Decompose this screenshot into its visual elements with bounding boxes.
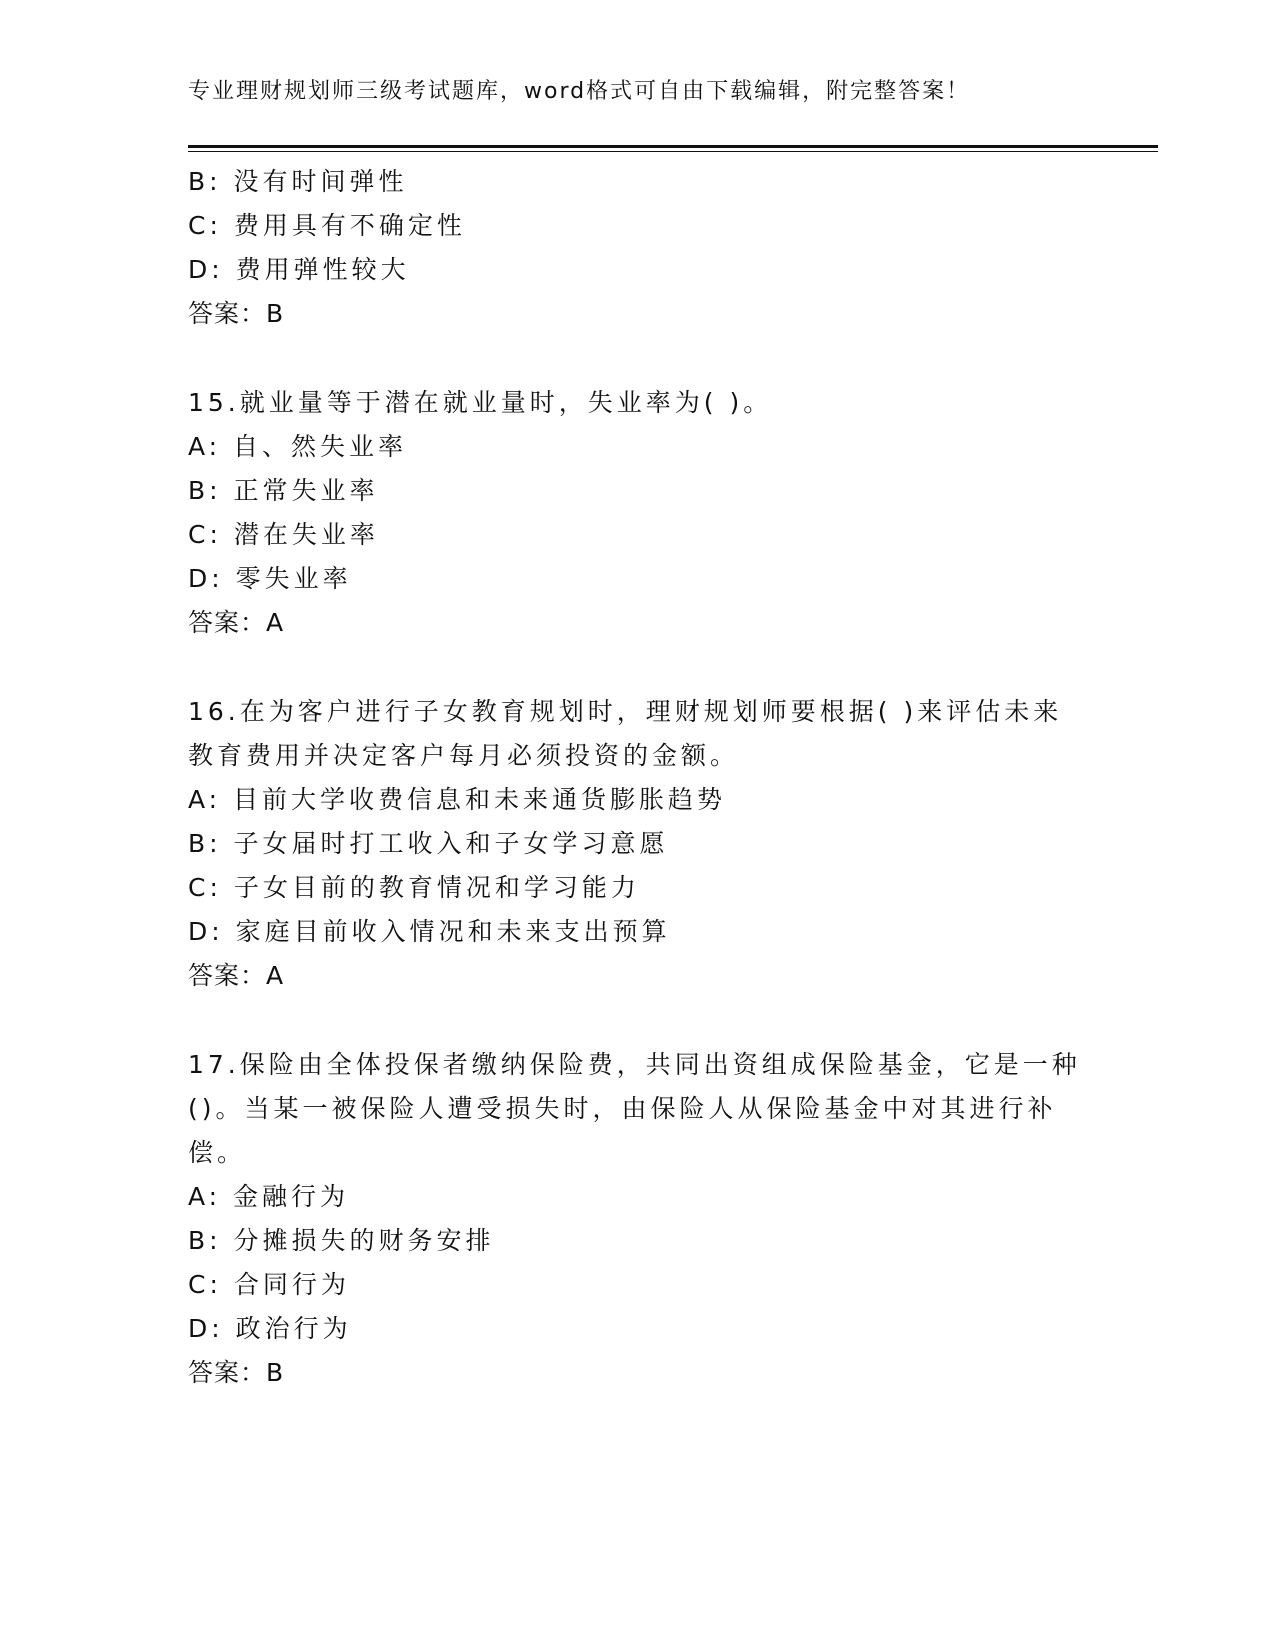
question-stem-line-2: ()。当某一被保险人遭受损失时，由保险人从保险基金中对其进行补 — [188, 1094, 1057, 1123]
answer: 答案：A — [188, 608, 285, 637]
option-d: D: 家庭目前收入情况和未来支出预算 — [188, 917, 671, 946]
option-b: B: 正常失业率 — [188, 476, 379, 505]
question-14-continued — [188, 160, 1088, 336]
option-c: C: 潜在失业率 — [188, 520, 379, 549]
option-a: A: 金融行为 — [188, 1182, 350, 1211]
page-header: 专业理财规划师三级考试题库，word格式可自由下载编辑，附完整答案！ — [188, 79, 971, 104]
question-16 — [188, 690, 1088, 998]
question-stem-line-1: 16.在为客户进行子女教育规划时，理财规划师要根据( )来评估未来 — [188, 697, 1063, 726]
question-stem: 15.就业量等于潜在就业量时，失业率为( )。 — [188, 388, 773, 417]
question-stem-line-1: 17.保险由全体投保者缴纳保险费，共同出资组成保险基金，它是一种 — [188, 1050, 1081, 1079]
option-c: C: 合同行为 — [188, 1270, 350, 1299]
option-d: D: 政治行为 — [188, 1314, 352, 1343]
option-b: B: 分摊损失的财务安排 — [188, 1226, 495, 1255]
option-b: B: 子女届时打工收入和子女学习意愿 — [188, 829, 669, 858]
option-a: A: 自、然失业率 — [188, 432, 408, 461]
header-rule-thin — [188, 151, 1158, 152]
header-rule-thick — [188, 145, 1158, 148]
answer: 答案：B — [188, 1358, 285, 1387]
option-d: D: 零失业率 — [188, 564, 352, 593]
option-c: C: 费用具有不确定性 — [188, 211, 466, 240]
question-stem-line-3: 偿。 — [188, 1138, 247, 1167]
answer: 答案：A — [188, 961, 285, 990]
question-stem-line-2: 教育费用并决定客户每月必须投资的金额。 — [188, 741, 740, 770]
option-d: D: 费用弹性较大 — [188, 255, 410, 284]
option-b: B: 没有时间弹性 — [188, 167, 408, 196]
question-list — [188, 160, 1088, 1395]
option-c: C: 子女目前的教育情况和学习能力 — [188, 873, 640, 902]
answer: 答案：B — [188, 299, 285, 328]
option-a: A: 目前大学收费信息和未来通货膨胀趋势 — [188, 785, 727, 814]
question-15 — [188, 381, 1088, 645]
question-17 — [188, 1043, 1088, 1395]
